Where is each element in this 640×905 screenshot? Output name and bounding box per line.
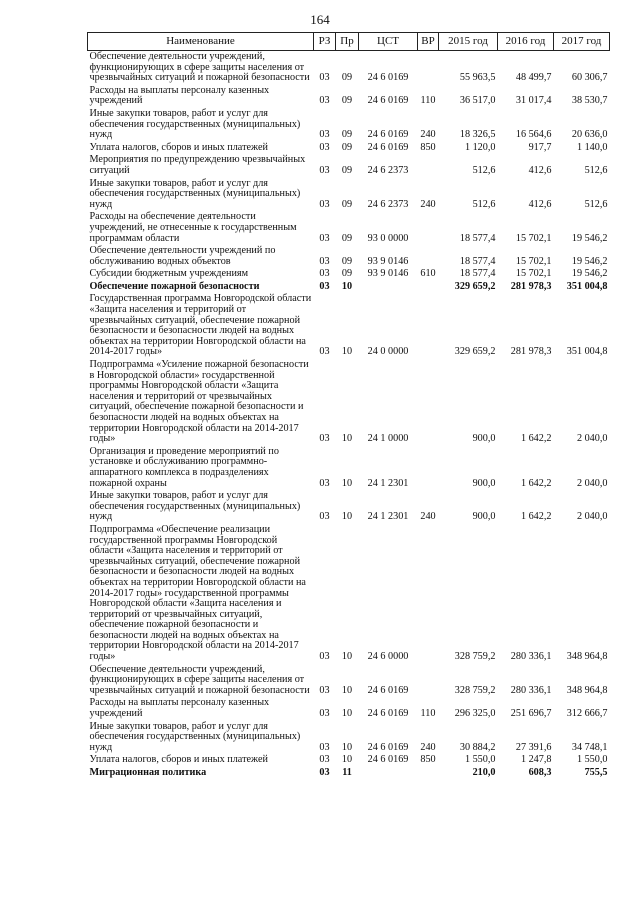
cell-rz: 03 — [319, 708, 330, 720]
cell-vr — [418, 51, 439, 85]
cell-name: Расходы на обеспечение деятельности учреждений, не отнесенные к государственным программам области — [89, 211, 297, 244]
cell-2015: 900,0 — [472, 477, 496, 489]
table-row — [88, 142, 610, 155]
cell-cst: 24 6 0169 — [367, 741, 409, 753]
cell-2016: 281 978,3 — [510, 280, 552, 292]
cell-2016: 251 696,7 — [510, 708, 552, 720]
header-pr: Пр — [336, 33, 359, 51]
cell-vr — [418, 293, 439, 359]
table-row — [88, 211, 610, 245]
cell-2016: 1 642,2 — [520, 433, 552, 445]
cell-rz: 03 — [319, 684, 330, 696]
table-row — [88, 767, 610, 780]
cell-pr: 10 — [341, 684, 353, 696]
cell-2015: 1 120,0 — [464, 141, 496, 153]
cell-cst: 24 6 0169 — [367, 141, 409, 153]
cell-name: Субсидии бюджетным учреждениям — [89, 268, 249, 280]
cell-pr: 09 — [341, 232, 353, 244]
cell-name: Обеспечение деятельности учреждений, функционирующих в сфере защиты населения от чрезвычайных ситуаций и пожарной безопасности — [89, 51, 310, 84]
cell-vr: 850 — [420, 754, 436, 766]
cell-rz: 03 — [319, 268, 330, 280]
cell-vr — [418, 446, 439, 490]
cell-2017: 2 040,0 — [576, 477, 608, 489]
cell-name: Мероприятия по предупреждению чрезвычайных ситуаций — [89, 154, 306, 176]
cell-2017: 20 636,0 — [571, 129, 608, 141]
page-number: 164 — [310, 12, 330, 27]
cell-pr: 09 — [341, 198, 353, 210]
cell-vr: 110 — [420, 95, 436, 107]
cell-pr: 10 — [341, 346, 353, 358]
cell-2016: 16 564,6 — [515, 129, 552, 141]
table-row — [88, 754, 610, 767]
cell-vr — [418, 664, 439, 698]
cell-cst — [359, 281, 418, 294]
cell-name: Иные закупки товаров, работ и услуг для обеспечения государственных (муниципальных) нужд — [89, 720, 301, 753]
cell-2016: 31 017,4 — [515, 95, 552, 107]
cell-rz: 03 — [319, 651, 330, 663]
header-name: Наименование — [88, 33, 314, 51]
cell-2016: 15 702,1 — [515, 255, 552, 267]
cell-cst: 24 6 0169 — [367, 708, 409, 720]
cell-2017: 60 306,7 — [571, 72, 608, 84]
table-row — [88, 664, 610, 698]
cell-cst — [359, 767, 418, 780]
cell-2016: 280 336,1 — [510, 684, 552, 696]
cell-2017: 2 040,0 — [576, 433, 608, 445]
cell-2017: 351 004,8 — [566, 280, 608, 292]
cell-2016: 1 642,2 — [520, 477, 552, 489]
cell-name: Иные закупки товаров, работ и услуг для обеспечения государственных (муниципальных) нужд — [89, 107, 301, 141]
table-row — [88, 524, 610, 664]
cell-pr: 10 — [341, 741, 353, 753]
cell-name: Расходы на выплаты персоналу казенных учреждений — [89, 84, 270, 107]
cell-2017: 512,6 — [584, 198, 608, 210]
cell-name: Организация и проведение мероприятий по установке и обслуживанию программно-аппаратного комплекса в подразделениях пожарной охраны — [89, 445, 279, 489]
cell-vr: 240 — [420, 511, 436, 523]
cell-cst: 24 6 0169 — [367, 684, 409, 696]
cell-rz: 03 — [319, 511, 330, 523]
cell-2016: 15 702,1 — [515, 232, 552, 244]
cell-rz: 03 — [319, 232, 330, 244]
cell-rz: 03 — [319, 72, 330, 84]
cell-2017: 2 040,0 — [576, 511, 608, 523]
cell-cst: 24 6 0169 — [367, 72, 409, 84]
cell-rz: 03 — [319, 141, 330, 153]
cell-2016: 27 391,6 — [515, 741, 552, 753]
cell-2015: 18 326,5 — [459, 129, 496, 141]
cell-2015: 900,0 — [472, 433, 496, 445]
cell-2015: 1 550,0 — [464, 754, 496, 766]
cell-2017: 19 546,2 — [571, 232, 608, 244]
cell-cst: 24 6 2373 — [367, 198, 409, 210]
cell-cst: 24 1 0000 — [367, 433, 409, 445]
cell-cst: 24 6 0169 — [367, 129, 409, 141]
cell-2017: 1 550,0 — [576, 754, 608, 766]
cell-cst: 24 6 0169 — [367, 754, 409, 766]
cell-rz: 03 — [319, 477, 330, 489]
cell-pr: 09 — [341, 255, 353, 267]
cell-rz: 03 — [319, 164, 330, 176]
cell-2016: 48 499,7 — [515, 72, 552, 84]
cell-cst: 24 6 0169 — [367, 95, 409, 107]
cell-2017: 1 140,0 — [576, 141, 608, 153]
cell-2017: 512,6 — [584, 164, 608, 176]
cell-name: Государственная программа Новгородской области «Защита населения и территорий от чрезвычайных ситуаций, обеспечение пожарной безопасности и безопасности людей на водных объектах на территории Новгородской области на 2014-2017 годы» — [89, 293, 312, 358]
cell-pr: 09 — [341, 268, 353, 280]
table-row — [88, 108, 610, 142]
cell-name: Уплата налогов, сборов и иных платежей — [89, 754, 268, 766]
header-2015: 2015 год — [439, 33, 498, 51]
cell-2016: 280 336,1 — [510, 651, 552, 663]
cell-vr — [418, 524, 439, 664]
header-2016: 2016 год — [498, 33, 554, 51]
table-row — [88, 446, 610, 490]
cell-pr: 10 — [341, 280, 353, 292]
cell-2016: 608,3 — [528, 767, 552, 778]
cell-2015: 296 325,0 — [454, 708, 496, 720]
cell-2017: 755,5 — [584, 767, 608, 778]
cell-2016: 1 642,2 — [520, 511, 552, 523]
cell-2016: 917,7 — [528, 141, 552, 153]
cell-cst: 24 6 0000 — [367, 651, 409, 663]
cell-pr: 10 — [341, 477, 353, 489]
cell-2017: 348 964,8 — [566, 684, 608, 696]
cell-pr: 10 — [341, 754, 353, 766]
cell-pr: 09 — [341, 164, 353, 176]
cell-pr: 10 — [341, 708, 353, 720]
cell-pr: 09 — [341, 72, 353, 84]
table-row — [88, 245, 610, 268]
cell-2017: 348 964,8 — [566, 651, 608, 663]
cell-2015: 900,0 — [472, 511, 496, 523]
cell-rz: 03 — [319, 433, 330, 445]
cell-2015: 30 884,2 — [459, 741, 496, 753]
cell-name: Иные закупки товаров, работ и услуг для обеспечения государственных (муниципальных) нужд — [89, 177, 301, 210]
cell-cst: 24 1 2301 — [367, 511, 409, 523]
cell-rz: 03 — [319, 754, 330, 766]
cell-2015: 328 759,2 — [454, 651, 496, 663]
cell-2015: 328 759,2 — [454, 684, 496, 696]
table-row — [88, 721, 610, 755]
table-row — [88, 490, 610, 524]
cell-rz: 03 — [319, 255, 330, 267]
cell-2017: 19 546,2 — [571, 268, 608, 280]
cell-name: Иные закупки товаров, работ и услуг для обеспечения государственных (муниципальных) нужд — [89, 490, 301, 523]
cell-cst: 93 9 0146 — [367, 255, 409, 267]
cell-2015: 512,6 — [472, 164, 496, 176]
cell-2015: 36 517,0 — [459, 95, 496, 107]
table-row — [88, 51, 610, 85]
cell-vr: 110 — [420, 708, 436, 720]
header-vr: ВР — [418, 33, 439, 51]
cell-vr — [418, 154, 439, 177]
cell-name: Обеспечение деятельности учреждений, функционирующих в сфере защиты населения от чрезвычайных ситуаций и пожарной безопасности — [89, 663, 310, 696]
cell-2016: 15 702,1 — [515, 268, 552, 280]
cell-cst: 24 6 2373 — [367, 164, 409, 176]
cell-name: Обеспечение пожарной безопасности — [89, 280, 260, 292]
cell-rz: 03 — [319, 129, 330, 141]
table-row — [88, 281, 610, 294]
cell-2017: 312 666,7 — [566, 708, 608, 720]
cell-2015: 329 659,2 — [454, 346, 496, 358]
table-row — [88, 178, 610, 212]
cell-cst: 93 9 0146 — [367, 268, 409, 280]
cell-2015: 210,0 — [472, 767, 496, 778]
cell-vr — [418, 245, 439, 268]
cell-2017: 351 004,8 — [566, 346, 608, 358]
cell-2015: 55 963,5 — [459, 72, 496, 84]
cell-rz: 03 — [319, 767, 330, 778]
cell-vr: 610 — [420, 268, 436, 280]
table-row — [88, 85, 610, 108]
cell-2016: 412,6 — [528, 198, 552, 210]
table-body — [88, 51, 610, 780]
cell-vr — [418, 359, 439, 446]
cell-name: Обеспечение деятельности учреждений по обслуживанию водных объектов — [89, 245, 276, 267]
cell-cst: 93 0 0000 — [367, 232, 409, 244]
cell-rz: 03 — [319, 280, 330, 292]
header-rz: РЗ — [314, 33, 336, 51]
cell-2015: 18 577,4 — [459, 268, 496, 280]
cell-2015: 512,6 — [472, 198, 496, 210]
table-row — [88, 293, 610, 359]
cell-2015: 329 659,2 — [454, 280, 496, 292]
cell-2016: 412,6 — [528, 164, 552, 176]
table-row — [88, 697, 610, 720]
cell-vr: 240 — [420, 129, 436, 141]
table-row — [88, 268, 610, 281]
cell-cst: 24 0 0000 — [367, 346, 409, 358]
cell-2017: 19 546,2 — [571, 255, 608, 267]
cell-name: Подпрограмма «Обеспечение реализации государственной программы Новгородской области «Защита населения и территорий от чрезвычайных ситуаций, обеспечение пожарной безопасности и безопасности людей на водных объектах на территории Новгородской области на 2014-2017 годы» государственной программы Новгородской области «Защита населения и территорий от чрезвычайных ситуаций, обеспечение пожарной безопасности и безопасности людей на водных объектах на территории Новгородской области на 2014-2017 годы» — [89, 523, 306, 663]
cell-pr: 09 — [341, 129, 353, 141]
table-row — [88, 359, 610, 446]
cell-2016: 281 978,3 — [510, 346, 552, 358]
cell-rz: 03 — [319, 198, 330, 210]
cell-cst: 24 1 2301 — [367, 477, 409, 489]
header-2017: 2017 год — [554, 33, 610, 51]
table-header — [88, 33, 610, 51]
cell-rz: 03 — [319, 346, 330, 358]
cell-vr — [418, 211, 439, 245]
cell-pr: 09 — [341, 95, 353, 107]
cell-2015: 18 577,4 — [459, 232, 496, 244]
cell-pr: 10 — [341, 433, 353, 445]
table-row — [88, 154, 610, 177]
cell-vr: 240 — [420, 741, 436, 753]
cell-2015: 18 577,4 — [459, 255, 496, 267]
cell-name: Уплата налогов, сборов и иных платежей — [89, 141, 268, 153]
cell-name: Подпрограмма «Усиление пожарной безопасности в Новгородской области» государственной программы Новгородской области «Защита населения и территорий от чрезвычайных ситуаций, обеспечение пожарной безопасности и безопасности людей на водных объектах на территории Новгородской области на 2014-2017 годы» — [89, 359, 309, 445]
cell-name: Миграционная политика — [89, 767, 207, 778]
cell-vr — [418, 767, 439, 780]
budget-table — [87, 32, 610, 780]
cell-2017: 38 530,7 — [571, 95, 608, 107]
cell-rz: 03 — [319, 95, 330, 107]
cell-2017: 34 748,1 — [571, 741, 608, 753]
header-cst: ЦСТ — [359, 33, 418, 51]
cell-pr: 10 — [341, 511, 353, 523]
cell-pr: 09 — [341, 141, 353, 153]
cell-2016: 1 247,8 — [520, 754, 552, 766]
cell-rz: 03 — [319, 741, 330, 753]
cell-vr: 240 — [420, 198, 436, 210]
cell-vr — [418, 281, 439, 294]
cell-pr: 11 — [342, 767, 352, 778]
cell-vr: 850 — [420, 141, 436, 153]
cell-pr: 10 — [341, 651, 353, 663]
cell-name: Расходы на выплаты персоналу казенных учреждений — [89, 697, 270, 720]
